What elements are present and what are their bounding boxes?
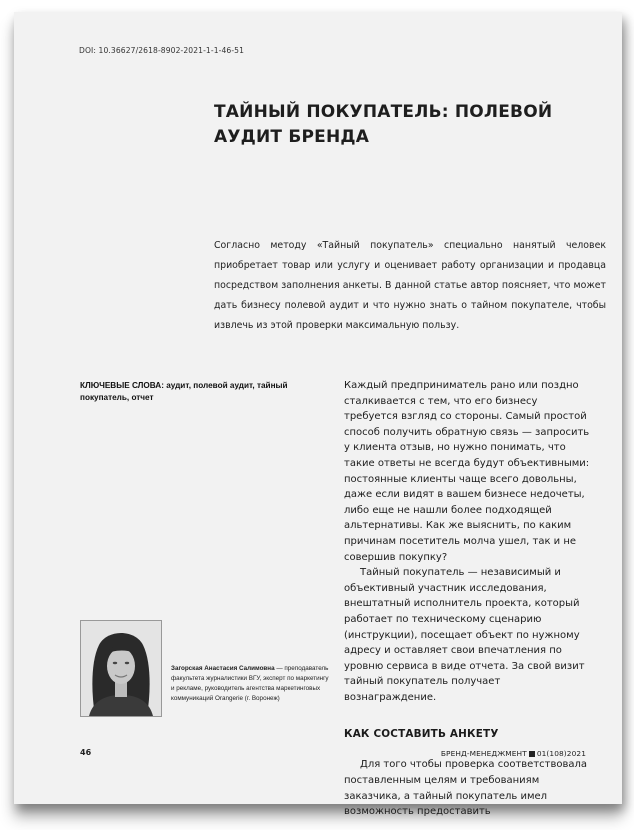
square-bullet-icon: [529, 751, 535, 757]
author-name: Загорская Анастасия Салимовна: [171, 665, 275, 672]
journal-name: БРЕНД-МЕНЕДЖМЕНТ: [440, 749, 527, 758]
article-abstract: Согласно методу «Тайный покупатель» специально нанятый человек приобретает товар или услугу и оценивает работу организации и продавца посредством заполнения анкеты. В данной статье автор поясняет, что может дать бизнесу полевой аудит и что нужно знать о тайном покупателе, чтобы извлечь из этой проверки максимальную пользу.: [214, 240, 606, 331]
journal-issue: 01(108)2021: [536, 749, 586, 758]
body-paragraph-1: Каждый предприниматель рано или поздно сталкивается с тем, что его бизнесу требуется взгляд со стороны. Самый простой способ получить обратную связь — запросить у клиента отзыв, но нужно понимать, что такие ответы не всегда будут объективными: постоянные клиенты чаще всего довольны, даже если видят в вашем бизнесе недочеты, либо еще не нашли более подходящей альтернативы. Как же выяснить, по каким причинам посетитель молча ушел, так и не совершив покупку?: [344, 380, 590, 563]
keywords-block: [80, 380, 330, 403]
author-info: [171, 664, 331, 704]
author-bio: — преподаватель факультета журналистики ВГУ, эксперт по маркетингу и рекламе, руководитель агентства маркетинговых коммуникаций Orangerie (г. Воронеж): [171, 665, 329, 702]
section-paragraph: Для того чтобы проверка соответствовала поставленным целям и требованиям заказчика, а тайный покупатель имел возможность предоставить: [344, 759, 588, 818]
keywords-label: КЛЮЧЕВЫЕ СЛОВА:: [80, 381, 164, 390]
journal-page: [14, 12, 622, 818]
journal-footer: [441, 749, 586, 758]
section-heading: КАК СОСТАВИТЬ АНКЕТУ: [344, 728, 499, 741]
doi-line: DOI: 10.36627/2618-8902-2021-1-1-46-51: [79, 46, 245, 55]
article-title: ТАЙНЫЙ ПОКУПАТЕЛЬ: ПОЛЕВОЙ АУДИТ БРЕНДА: [214, 102, 553, 147]
page-number: 46: [80, 748, 92, 757]
keywords-text: аудит, полевой аудит, тайный покупатель, отчет: [80, 381, 288, 402]
author-photo: [80, 620, 162, 717]
body-paragraph-2: Тайный покупатель — независимый и объективный участник исследования, внештатный исполнитель проекта, который работает по техническому сценарию (инструкции), посещает объект по нужному адресу и оставляет свои впечатления по уровню сервиса в виде отчета. За свой визит тайный покупатель получает вознаграждение.: [344, 567, 585, 703]
